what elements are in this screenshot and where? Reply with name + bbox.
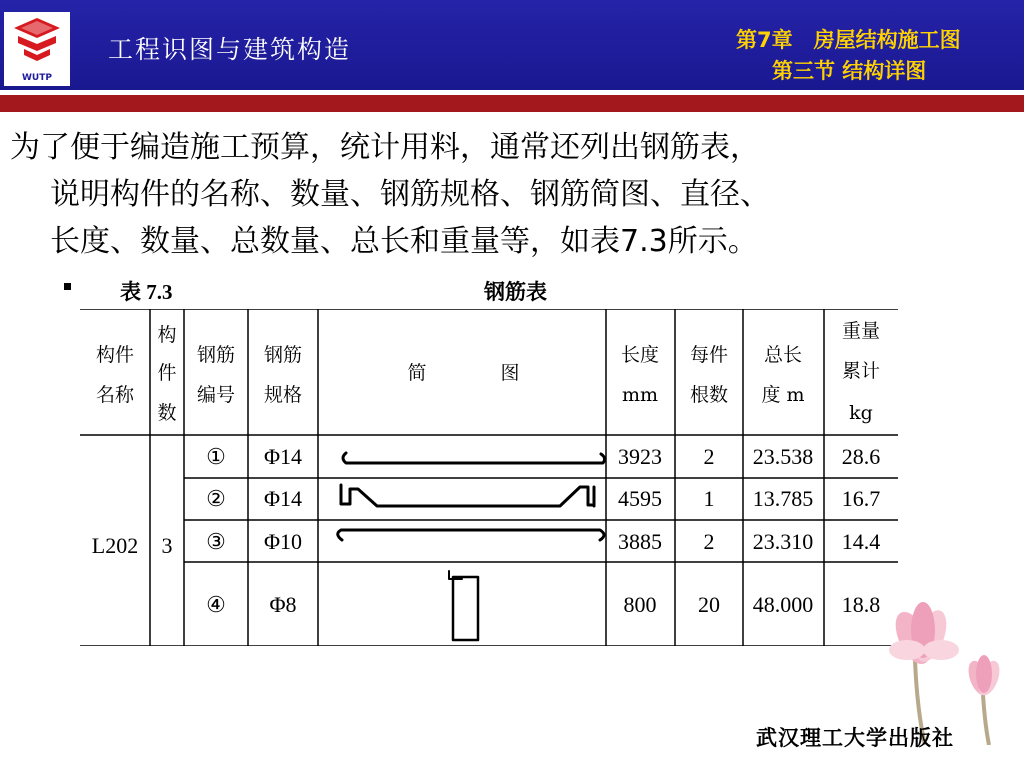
bar-number-cell: ④	[206, 592, 226, 617]
table-row	[206, 529, 880, 554]
total-length-cell: 48.000	[752, 592, 814, 617]
table-row	[206, 592, 880, 617]
publisher-logo	[4, 12, 70, 86]
length-cell: 800	[623, 592, 657, 617]
bullet-icon	[64, 283, 71, 290]
header-per-member-1: 每件	[689, 344, 729, 366]
bar-1-sketch-icon	[343, 453, 605, 463]
chapter-title: 第7章 房屋结构施工图	[736, 28, 961, 52]
header-bar-spec-2: 规格	[263, 384, 303, 406]
table-row	[206, 444, 880, 469]
bar-3-sketch-icon	[338, 530, 604, 540]
header-weight-2: 累计	[841, 360, 881, 382]
weight-cell: 16.7	[841, 486, 881, 511]
bar-4-stirrup-icon	[453, 577, 478, 640]
length-cell: 3885	[618, 529, 662, 554]
section-title: 第三节 结构详图	[772, 59, 927, 83]
header-member-name-2: 名称	[95, 384, 135, 406]
member-name-cell: L202	[91, 533, 139, 558]
count-cell: 20	[698, 592, 720, 617]
body-line-3: 长度、数量、总数量、总长和重量等，如表7.3所示。	[50, 224, 758, 259]
table-title: 钢筋表	[484, 280, 547, 304]
weight-cell: 14.4	[841, 529, 881, 554]
header-member-name-1: 构件	[95, 344, 135, 366]
bar-number-cell: ②	[206, 486, 226, 511]
header-length-1: 长度	[620, 344, 660, 366]
header-length-2: mm	[621, 384, 659, 406]
publisher-name: 武汉理工大学出版社	[756, 725, 954, 750]
header-member-count-2: 件	[157, 362, 177, 384]
weight-cell: 28.6	[841, 444, 881, 469]
header-bar-number-2: 编号	[196, 384, 236, 406]
logo-emblem-icon	[10, 16, 64, 66]
header-member-count-3: 数	[157, 402, 177, 424]
weight-cell: 18.8	[841, 592, 881, 617]
bar-number-cell: ①	[206, 444, 226, 469]
slide-header	[0, 0, 1024, 90]
body-line-1: 为了便于编造施工预算，统计用料，通常还列出钢筋表，	[10, 130, 760, 165]
table-header-row	[96, 320, 880, 424]
header-member-count-1: 构	[157, 324, 177, 346]
header-per-member-2: 根数	[689, 384, 729, 406]
table-number: 表 7.3	[120, 280, 173, 304]
body-line-2: 说明构件的名称、数量、钢筋规格、钢筋简图、直径、	[50, 177, 770, 212]
bar-spec-cell: Φ8	[269, 592, 297, 617]
course-title: 工程识图与建筑构造	[108, 35, 352, 64]
bar-2-sketch-icon	[341, 485, 592, 506]
header-red-band	[0, 95, 1024, 112]
header-total-length-1: 总长	[763, 344, 803, 366]
header-weight-3: kg	[849, 402, 873, 424]
total-length-cell: 13.785	[752, 486, 814, 511]
header-weight-1: 重量	[841, 320, 881, 342]
bar-number-cell: ③	[206, 529, 226, 554]
logo-text: WUTP	[22, 73, 52, 83]
count-cell: 1	[703, 486, 715, 511]
total-length-cell: 23.538	[752, 444, 814, 469]
length-cell: 4595	[618, 486, 662, 511]
total-length-cell: 23.310	[752, 529, 814, 554]
rebar-table	[80, 309, 898, 646]
header-bar-number-1: 钢筋	[196, 344, 236, 366]
member-count-cell: 3	[161, 533, 173, 558]
count-cell: 2	[703, 529, 715, 554]
bar-spec-cell: Φ14	[263, 444, 303, 469]
header-total-length-2: 度 m	[761, 384, 805, 406]
count-cell: 2	[703, 444, 715, 469]
body-paragraph	[10, 124, 1010, 265]
header-sketch-1: 简	[407, 362, 427, 384]
bar-spec-cell: Φ10	[263, 529, 303, 554]
header-bar-spec-1: 钢筋	[263, 344, 303, 366]
header-sketch-2: 图	[500, 362, 520, 384]
bar-spec-cell: Φ14	[263, 486, 303, 511]
length-cell: 3923	[618, 444, 662, 469]
